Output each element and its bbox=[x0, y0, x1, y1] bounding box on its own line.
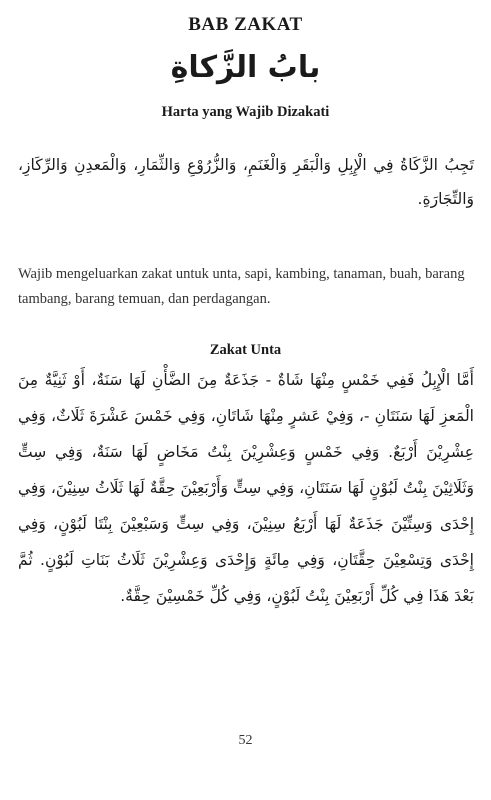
section-heading: Harta yang Wajib Dizakati bbox=[161, 104, 330, 120]
chapter-title: BAB ZAKAT bbox=[188, 14, 303, 35]
page-number: 52 bbox=[238, 733, 253, 748]
arabic-paragraph-camel-zakat: أَمَّا الْإِبِلُ فَفِي خَمْسٍ مِنْهَا شَاةٌ - جَذَعَةٌ مِنَ الضَّأْنِ لَهَا سَنَةٌ، أَوْ ثَنِيَّةٌ مِنَ الْمَعزِ لَهَا سَنَتَانِ -، وَفِيْ عَشرٍ مِنْهَا شَاتَانِ، وَفِي خَمْسَ عَشْرَةَ ثَلَاثٌ، وَفِي عِشْرِيْنَ أَرْبَعٌ. وَفِي خَمْسٍ وَعِشْرِيْنَ بِنْتُ مَخَاضٍ لَهَا سَنَةٌ، وَفِي سِتٍّ وَثَلَاثِيْنَ بِنْتُ لَبُوْنٍ لَهَا سَنَتَانِ، وَفِي سِتٍّ وَأَرْبَعِيْنَ حِقَّةٌ لَهَا ثَلَاثُ سِنِيْنَ، وَفِي إِحْدَى وَسِتِّيْنَ جَذَعَةٌ لَهَا أَرْبَعُ سِنِيْنَ، وَفِي سِتٍّ وَسَبْعِيْنَ بِنْتَا لَبُوْنٍ، وَفِي إِحْدَى وَتِسْعِيْنَ حِقَّتَانِ، وَفِي مِائَةٍ وَإِحْدَى وَعِشْرِيْنَ ثَلَاثُ بَنَاتِ لَبُوْنٍ. ثُمَّ بَعْدَ هَذَا فِي كُلِّ أَرْبَعِيْنَ بِنْتُ لَبُوْنٍ، وَفِي كُلِّ خَمْسِيْنَ حِقَّةٌ. bbox=[18, 371, 474, 605]
arabic-chapter-title: بابُ الزَّكاةِ bbox=[170, 50, 321, 85]
translation-paragraph: Wajib mengeluarkan zakat untuk unta, sapi, kambing, tanaman, buah, barang tambang, barang temuan, dan perdagangan. bbox=[18, 266, 465, 307]
arabic-paragraph-zakat-assets: تَجِبُ الزَّكَاةُ فِي الْإِبِلِ وَالْبَقَرِ وَالْغَنَمِ، وَالزُّرُوْعِ وَالثِّمَارِ، وَالْمَعدِنِ وَالرِّكَازِ، وَالتِّجَارَةِ. bbox=[18, 156, 474, 208]
sub-heading-zakat-unta: Zakat Unta bbox=[209, 342, 282, 358]
